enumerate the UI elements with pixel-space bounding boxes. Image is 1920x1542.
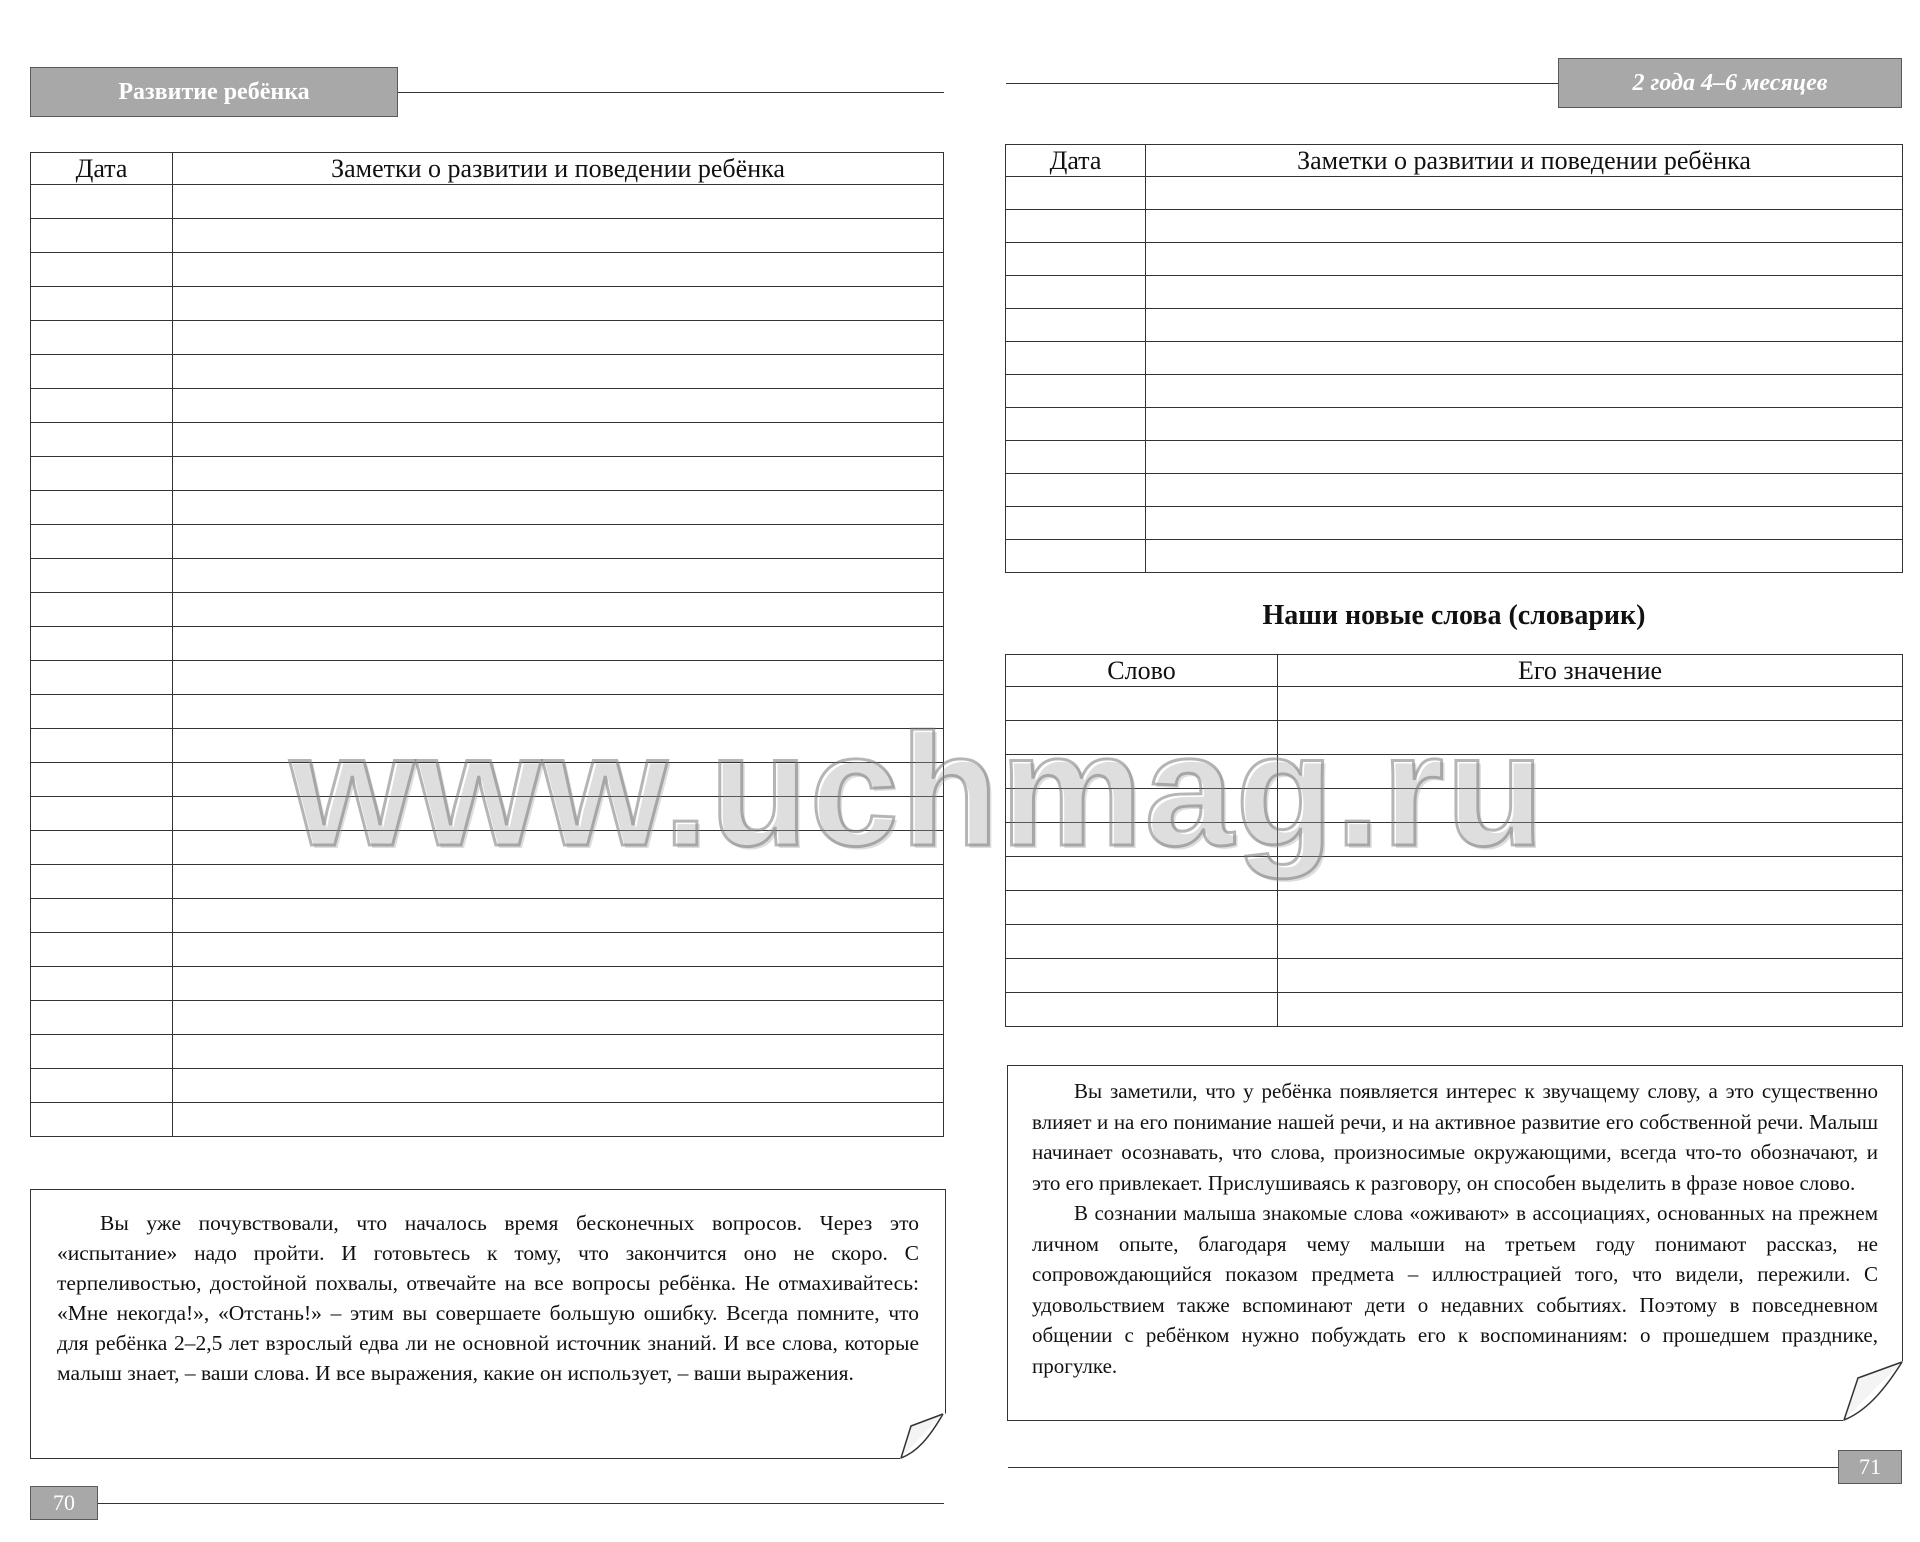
right-notes-cell-right[interactable] [1146,177,1903,210]
dictionary-cell-left[interactable] [1006,857,1278,891]
left-notes-cell-right[interactable] [173,457,944,491]
right-notes-cell-left[interactable] [1006,507,1146,540]
left-header-tab [30,67,398,117]
left-notes-row [31,593,944,627]
left-notes-cell-right[interactable] [173,797,944,831]
dictionary-row [1006,993,1903,1027]
right-notes-cell-left[interactable] [1006,276,1146,309]
left-notes-cell-right[interactable] [173,219,944,253]
left-notes-row [31,1103,944,1137]
right-notes-cell-right[interactable] [1146,309,1903,342]
left-footer-rule [98,1503,944,1504]
left-notes-cell-left[interactable] [31,355,173,389]
dictionary-cell-left[interactable] [1006,993,1278,1027]
left-notes-cell-right[interactable] [173,763,944,797]
right-notes-cell-right[interactable] [1146,408,1903,441]
left-notes-row [31,219,944,253]
left-notes-cell-left[interactable] [31,1069,173,1103]
left-notes-cell-left[interactable] [31,219,173,253]
left-header-title: Развитие ребёнка [118,78,310,105]
right-col-notes-header: Заметки о развитии и поведении ребёнка [1146,145,1903,177]
left-notes-cell-left[interactable] [31,389,173,423]
left-notes-cell-right[interactable] [173,287,944,321]
dictionary-cell-right[interactable] [1278,857,1903,891]
page-curl-icon [1842,1360,1904,1422]
right-notes-cell-right[interactable] [1146,540,1903,573]
left-notes-cell-right[interactable] [173,423,944,457]
left-notes-row [31,899,944,933]
left-notes-cell-right[interactable] [173,627,944,661]
left-notes-cell-left[interactable] [31,797,173,831]
left-notes-cell-left[interactable] [31,899,173,933]
left-notes-cell-right[interactable] [173,899,944,933]
dictionary-cell-right[interactable] [1278,959,1903,993]
left-notes-cell-right[interactable] [173,389,944,423]
right-notes-row [1006,309,1903,342]
right-notes-cell-left[interactable] [1006,474,1146,507]
right-notes-cell-right[interactable] [1146,375,1903,408]
left-notes-row [31,967,944,1001]
dictionary-cell-right[interactable] [1278,993,1903,1027]
dictionary-cell-right[interactable] [1278,687,1903,721]
left-col-date-header: Дата [31,153,173,185]
watermark: www.uchmag.ru [290,700,1546,879]
left-notes-cell-right[interactable] [173,321,944,355]
right-notes-row [1006,276,1903,309]
left-notes-cell-right[interactable] [173,355,944,389]
left-notes-cell-right[interactable] [173,933,944,967]
right-notes-row [1006,474,1903,507]
dictionary-cell-right[interactable] [1278,891,1903,925]
dictionary-cell-right[interactable] [1278,721,1903,755]
left-notes-cell-left[interactable] [31,865,173,899]
dictionary-cell-left[interactable] [1006,823,1278,857]
right-notes-cell-right[interactable] [1146,507,1903,540]
left-notes-row [31,321,944,355]
right-header-title: 2 года 4–6 месяцев [1632,69,1828,96]
left-notes-cell-left[interactable] [31,1001,173,1035]
right-notes-cell-right[interactable] [1146,210,1903,243]
page-curl-icon [899,1412,947,1460]
left-notes-row [31,695,944,729]
right-notes-row [1006,540,1903,573]
left-notes-row [31,559,944,593]
right-notes-row [1006,243,1903,276]
left-notes-cell-right[interactable] [173,967,944,1001]
left-notes-cell-left[interactable] [31,525,173,559]
right-notes-row [1006,408,1903,441]
right-note-box [1007,1065,1903,1421]
left-notes-row [31,525,944,559]
right-notes-cell-left[interactable] [1006,408,1146,441]
right-notes-cell-left[interactable] [1006,375,1146,408]
left-notes-cell-left[interactable] [31,287,173,321]
dictionary-row [1006,823,1903,857]
left-notes-cell-left[interactable] [31,695,173,729]
right-notes-cell-left[interactable] [1006,540,1146,573]
dictionary-row [1006,857,1903,891]
dictionary-title: Наши новые слова (словарик) [1262,600,1646,631]
left-notes-table [30,152,944,1137]
left-notes-row [31,797,944,831]
right-notes-cell-left[interactable] [1006,342,1146,375]
left-notes-cell-right[interactable] [173,525,944,559]
left-notes-cell-left[interactable] [31,321,173,355]
right-note-paragraph-2: В сознании малыша знакомые слова «оживают» в ассоциациях, основанных на прежнем личном опыте, благодаря чему малыши на третьем году понимают рассказ, не сопровождающийся показом предмета – иллюстрацией того, что видели, пережили. С удовольствием также вспоминают дети о недавних событиях. Поэтому в повседневном общении с ребёнком нужно побуждать его к воспоминаниям: о прошедшем празднике, прогулке. [1032,1201,1878,1378]
left-notes-row [31,491,944,525]
dictionary-row [1006,789,1903,823]
left-notes-row [31,185,944,219]
left-notes-cell-left[interactable] [31,933,173,967]
left-notes-cell-left[interactable] [31,831,173,865]
dictionary-table [1005,654,1903,1027]
left-notes-row [31,933,944,967]
left-notes-row [31,355,944,389]
left-notes-cell-left[interactable] [31,491,173,525]
left-note-text: Вы уже почувствовали, что началось время бесконечных вопросов. Через это «испытание» надо пройти. И готовьтесь к тому, что закончится оно не скоро. С терпеливостью, достойной похвалы, отвечайте на все вопросы ребёнка. Не отмахивайтесь: «Мне некогда!», «Отстань!» – этим вы совершаете большую ошибку. Всегда помните, что для ребёнка 2–2,5 лет взрослый едва ли не основной источник знаний. И все слова, которые малыш знает, – ваши слова. И все выражения, какие он использует, – ваши выражения. [57,1211,919,1385]
dictionary-cell-right[interactable] [1278,823,1903,857]
left-notes-row [31,661,944,695]
left-note-box [30,1189,946,1459]
right-notes-row [1006,342,1903,375]
right-page-number [1838,1450,1902,1484]
dictionary-cell-left[interactable] [1006,925,1278,959]
left-notes-cell-right[interactable] [173,695,944,729]
left-notes-cell-right[interactable] [173,1035,944,1069]
left-notes-cell-left[interactable] [31,627,173,661]
right-note-paragraph-1: Вы заметили, что у ребёнка появляется интерес к звучащему слову, а это существенно влияет и на его понимание нашей речи, и на активное развитие его собственной речи. Малыш начинает осознавать, что слова, произносимые окружающими, всегда что-то обозначают, и это его привлекает. Прислушиваясь к разговору, он способен выделить в фразе новое слово. [1032,1079,1878,1195]
left-notes-cell-left[interactable] [31,559,173,593]
left-notes-row [31,423,944,457]
right-notes-cell-left[interactable] [1006,309,1146,342]
left-notes-row [31,729,944,763]
left-notes-cell-left[interactable] [31,763,173,797]
dictionary-row [1006,721,1903,755]
left-notes-row [31,763,944,797]
left-notes-cell-left[interactable] [31,661,173,695]
right-notes-row [1006,375,1903,408]
left-notes-cell-right[interactable] [173,1001,944,1035]
dictionary-cell-left[interactable] [1006,959,1278,993]
right-notes-row [1006,441,1903,474]
right-notes-cell-left[interactable] [1006,177,1146,210]
left-notes-row [31,1001,944,1035]
right-footer-rule [1008,1467,1838,1468]
left-notes-cell-left[interactable] [31,185,173,219]
left-notes-cell-right[interactable] [173,865,944,899]
right-notes-table [1005,144,1903,573]
left-notes-cell-right[interactable] [173,185,944,219]
left-notes-cell-left[interactable] [31,253,173,287]
left-notes-cell-right[interactable] [173,1069,944,1103]
left-notes-row [31,457,944,491]
right-notes-cell-left[interactable] [1006,441,1146,474]
left-notes-cell-left[interactable] [31,967,173,1001]
left-notes-cell-right[interactable] [173,491,944,525]
left-notes-row [31,1035,944,1069]
dictionary-cell-left[interactable] [1006,687,1278,721]
left-notes-cell-left[interactable] [31,729,173,763]
dictionary-col-word-header: Слово [1006,655,1278,687]
right-header-tab [1558,58,1902,108]
dictionary-cell-left[interactable] [1006,891,1278,925]
left-header-rule [398,92,944,93]
left-notes-cell-left[interactable] [31,593,173,627]
right-notes-row [1006,210,1903,243]
left-notes-row [31,1069,944,1103]
left-notes-cell-right[interactable] [173,1103,944,1137]
dictionary-cell-right[interactable] [1278,925,1903,959]
left-notes-cell-left[interactable] [31,457,173,491]
dictionary-cell-left[interactable] [1006,789,1278,823]
dictionary-cell-left[interactable] [1006,721,1278,755]
dictionary-row [1006,891,1903,925]
right-col-date-header: Дата [1006,145,1146,177]
left-notes-cell-left[interactable] [31,1035,173,1069]
left-notes-cell-left[interactable] [31,1103,173,1137]
right-notes-cell-left[interactable] [1006,243,1146,276]
right-notes-row [1006,507,1903,540]
dictionary-cell-right[interactable] [1278,755,1903,789]
left-notes-row [31,831,944,865]
right-notes-cell-right[interactable] [1146,441,1903,474]
dictionary-cell-left[interactable] [1006,755,1278,789]
right-notes-row [1006,177,1903,210]
left-notes-cell-right[interactable] [173,831,944,865]
right-notes-cell-right[interactable] [1146,243,1903,276]
dictionary-row [1006,959,1903,993]
left-notes-row [31,287,944,321]
left-notes-row [31,253,944,287]
right-header-rule [1006,83,1558,84]
left-notes-row [31,389,944,423]
left-page-number-text: 70 [53,1490,75,1515]
right-page-number-text: 71 [1859,1454,1881,1479]
dictionary-row [1006,755,1903,789]
left-notes-cell-right[interactable] [173,729,944,763]
left-notes-row [31,865,944,899]
left-notes-cell-left[interactable] [31,423,173,457]
left-notes-cell-right[interactable] [173,593,944,627]
left-notes-cell-right[interactable] [173,661,944,695]
right-notes-cell-right[interactable] [1146,474,1903,507]
left-page-number [30,1486,98,1520]
dictionary-col-meaning-header: Его значение [1278,655,1903,687]
left-col-notes-header: Заметки о развитии и поведении ребёнка [173,153,944,185]
right-notes-cell-right[interactable] [1146,276,1903,309]
right-notes-cell-right[interactable] [1146,342,1903,375]
left-notes-cell-right[interactable] [173,559,944,593]
left-notes-cell-right[interactable] [173,253,944,287]
right-notes-cell-left[interactable] [1006,210,1146,243]
dictionary-row [1006,687,1903,721]
left-notes-row [31,627,944,661]
dictionary-row [1006,925,1903,959]
dictionary-cell-right[interactable] [1278,789,1903,823]
